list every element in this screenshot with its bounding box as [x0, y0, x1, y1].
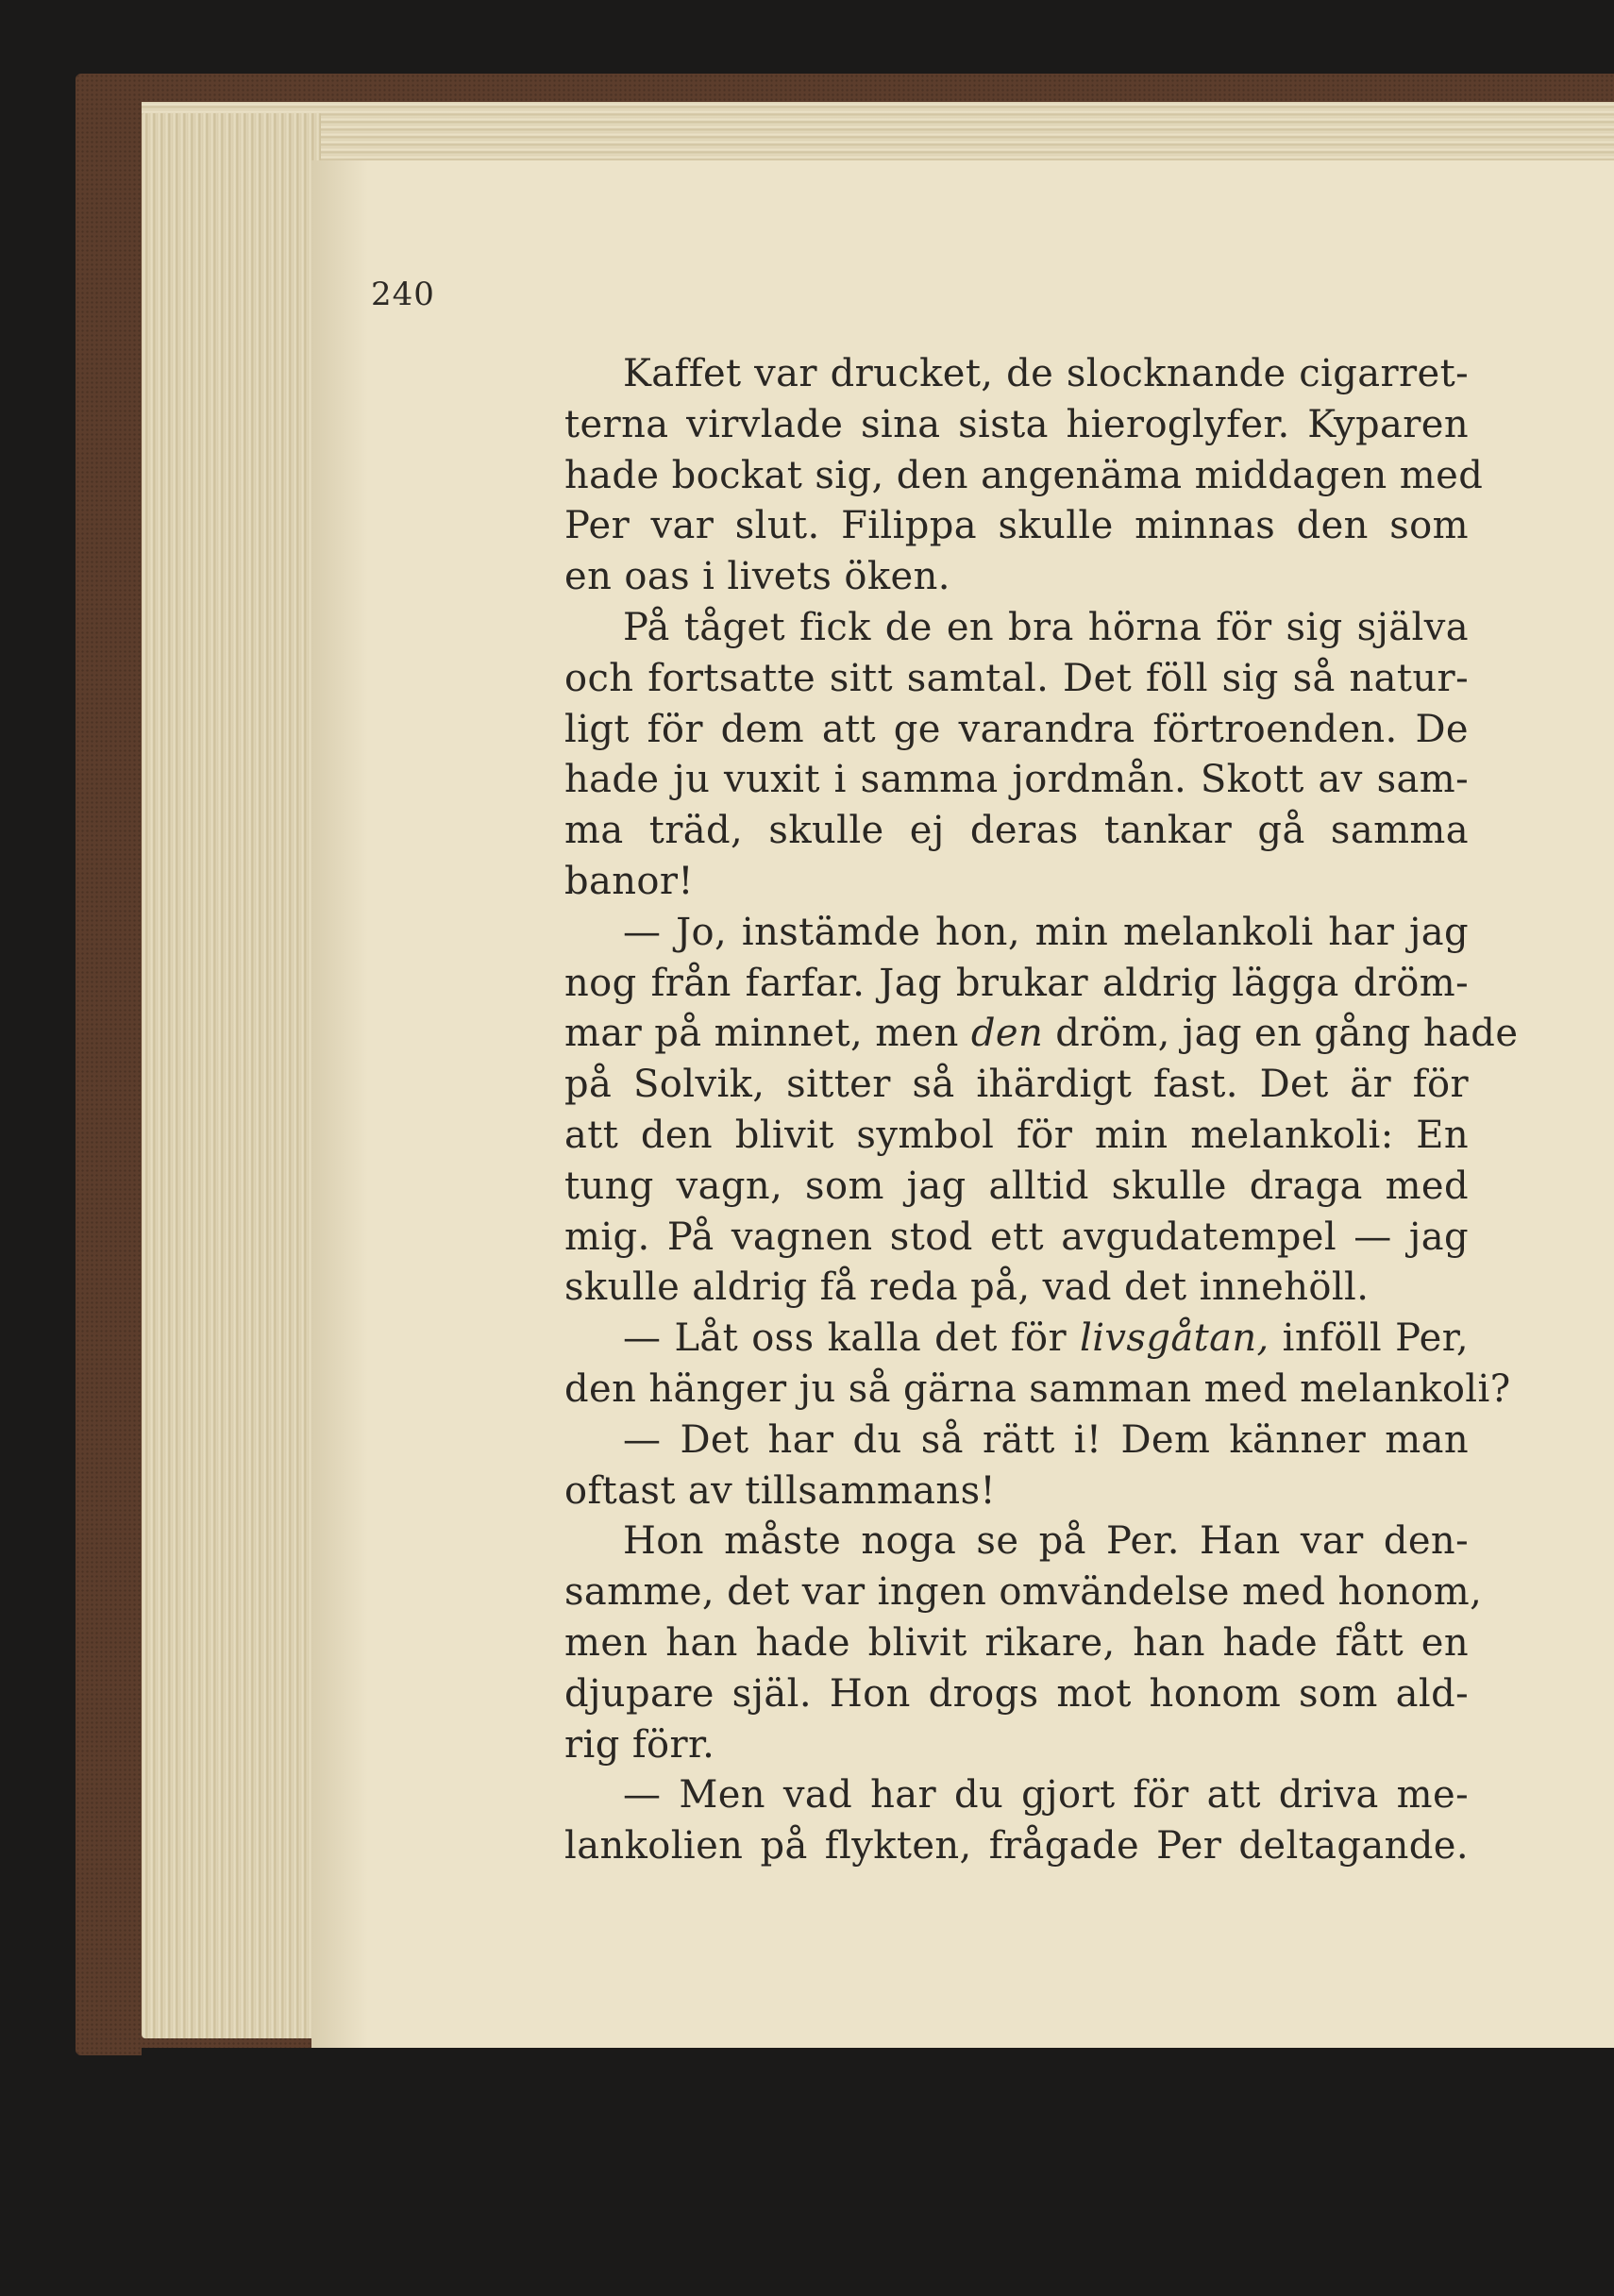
text-line: banor!	[564, 859, 694, 903]
italic-word: livsgåtan,	[1080, 1316, 1269, 1361]
text-line: oftast av tillsammans!	[564, 1468, 996, 1513]
text-fragment: mar på minnet, men	[564, 1012, 959, 1056]
paragraph	[564, 603, 1469, 908]
text-line: nog från farfar. Jag brukar aldrig lägga dröm-	[564, 961, 1469, 1005]
text-line: hade bockat sig, den angenäma middagen med	[564, 453, 1484, 497]
text-line: — Det har du så rätt i! Dem känner man	[623, 1417, 1469, 1462]
italic-word: den	[970, 1012, 1044, 1056]
text-line	[564, 1009, 1519, 1060]
text-line: en oas i livets öken.	[564, 555, 950, 599]
text-fragment: dröm, jag en gång hade	[1055, 1012, 1519, 1056]
paragraph	[564, 1416, 1469, 1517]
text-line: Kaffet var drucket, de slocknande cigarret-	[623, 352, 1469, 395]
text-fragment: — Låt oss kalla det för	[623, 1316, 1067, 1361]
text-line: att den blivit symbol för min melankoli: En	[564, 1113, 1469, 1157]
text-line: hade ju vuxit i samma jordmån. Skott av sam-	[564, 758, 1469, 802]
text-line: samme, det var ingen omvändelse med honom,	[564, 1570, 1483, 1615]
text-line: ligt för dem att ge varandra förtroenden. De	[564, 707, 1469, 751]
page-number: 240	[371, 276, 435, 313]
text-line: terna virvlade sina sista hieroglyfer. Kyparen	[564, 402, 1469, 446]
text-line: lankolien på flykten, frågade Per deltagande.	[564, 1824, 1469, 1869]
paragraph	[564, 1517, 1483, 1770]
text-line: rig förr.	[564, 1722, 715, 1767]
background-shadow	[142, 2048, 1614, 2296]
text-line: men han hade blivit rikare, han hade fått en	[564, 1620, 1469, 1665]
text-line: mig. På vagnen stod ett avgudatempel — jag	[564, 1215, 1469, 1259]
page-edges-top	[142, 102, 1614, 168]
text-line: Hon måste noga se på Per. Han var den-	[623, 1519, 1469, 1564]
text-line	[564, 1314, 1469, 1365]
text-line: — Men vad har du gjort för att driva me-	[623, 1773, 1469, 1818]
paragraph	[564, 908, 1519, 1314]
text-line: den hänger ju så gärna samman med melankoli?	[564, 1366, 1511, 1411]
paragraph	[564, 349, 1484, 603]
text-line: djupare själ. Hon drogs mot honom som ald-	[564, 1671, 1469, 1716]
paragraph	[564, 1314, 1511, 1416]
text-line: ma träd, skulle ej deras tankar gå samma	[564, 809, 1469, 853]
text-line: Per var slut. Filippa skulle minnas den som	[564, 504, 1469, 548]
page-edges-left	[142, 113, 321, 2038]
body-text	[564, 349, 1519, 1872]
text-line: tung vagn, som jag alltid skulle draga med	[564, 1164, 1469, 1208]
text-line: och fortsatte sitt samtal. Det föll sig så natur-	[564, 656, 1469, 700]
text-fragment: inföll Per,	[1282, 1316, 1469, 1361]
text-line: skulle aldrig få reda på, vad det innehöll.	[564, 1265, 1370, 1310]
text-line: På tåget fick de en bra hörna för sig själva	[623, 605, 1469, 649]
text-line: på Solvik, sitter så ihärdigt fast. Det är för	[564, 1063, 1469, 1107]
paragraph	[564, 1770, 1469, 1872]
text-line: — Jo, instämde hon, min melankoli har jag	[623, 910, 1469, 954]
